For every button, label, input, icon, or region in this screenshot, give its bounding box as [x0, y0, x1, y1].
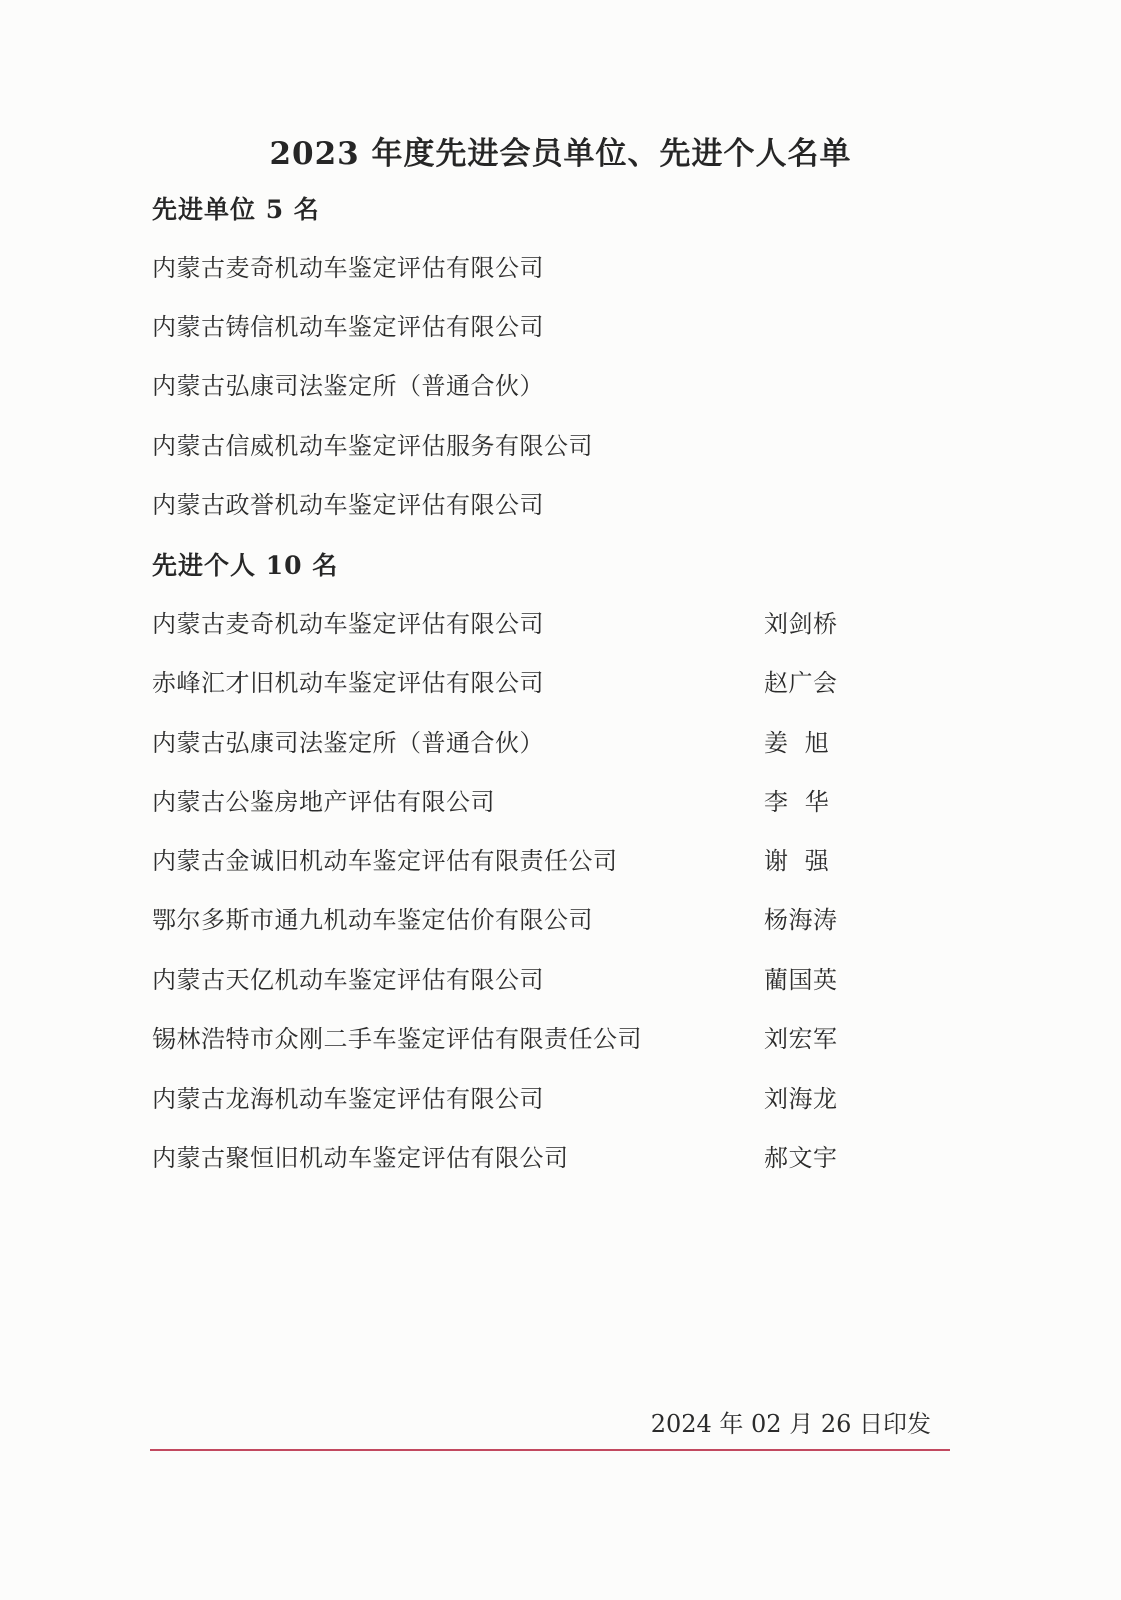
unit-row	[152, 487, 852, 523]
individual-name: 藺国英	[764, 966, 838, 994]
individual-name: 赵广会	[764, 669, 838, 697]
unit-name: 内蒙古信威机动车鉴定评估服务有限公司	[152, 432, 593, 460]
individual-org: 内蒙古金诚旧机动车鉴定评估有限责任公司	[152, 847, 618, 875]
individual-row	[152, 843, 852, 879]
individual-org: 鄂尔多斯市通九机动车鉴定估价有限公司	[152, 906, 593, 934]
individual-row	[152, 725, 852, 761]
individual-org: 内蒙古公鉴房地产评估有限公司	[152, 788, 495, 816]
individual-org: 内蒙古龙海机动车鉴定评估有限公司	[152, 1085, 544, 1113]
unit-name: 内蒙古弘康司法鉴定所（普通合伙）	[152, 372, 544, 400]
page-title: 2023 年度先进会员单位、先进个人名单	[269, 136, 852, 172]
unit-name: 内蒙古麦奇机动车鉴定评估有限公司	[152, 254, 544, 282]
unit-row	[152, 309, 852, 345]
individual-name: 李 华	[764, 788, 830, 816]
advanced-units-heading: 先进单位 5 名	[152, 195, 320, 224]
individual-name: 刘海龙	[764, 1085, 838, 1113]
individual-name: 杨海涛	[764, 906, 838, 934]
individual-org: 内蒙古麦奇机动车鉴定评估有限公司	[152, 610, 544, 638]
unit-name: 内蒙古铸信机动车鉴定评估有限公司	[152, 313, 544, 341]
unit-row	[152, 428, 852, 464]
individual-org: 内蒙古弘康司法鉴定所（普通合伙）	[152, 729, 544, 757]
individual-row	[152, 1140, 852, 1176]
unit-name: 内蒙古政誉机动车鉴定评估有限公司	[152, 491, 544, 519]
individual-row	[152, 606, 852, 642]
unit-row	[152, 368, 852, 404]
unit-row	[152, 250, 852, 286]
individual-org: 赤峰汇才旧机动车鉴定评估有限公司	[152, 669, 544, 697]
footer-divider	[150, 1449, 950, 1451]
individual-name: 谢 强	[764, 847, 830, 875]
individual-org: 锡林浩特市众刚二手车鉴定评估有限责任公司	[152, 1025, 642, 1053]
individual-name: 姜 旭	[764, 729, 830, 757]
individual-name: 刘剑桥	[764, 610, 838, 638]
individual-row	[152, 665, 852, 701]
advanced-individuals-heading: 先进个人 10 名	[152, 551, 339, 580]
individual-org: 内蒙古天亿机动车鉴定评估有限公司	[152, 966, 544, 994]
individual-name: 刘宏军	[764, 1025, 838, 1053]
issue-date: 2024 年 02 月 26 日印发	[650, 1410, 931, 1438]
individual-name: 郝文宇	[764, 1144, 838, 1172]
individual-row	[152, 962, 852, 998]
individual-row	[152, 1021, 852, 1057]
individual-row	[152, 784, 852, 820]
individual-row	[152, 902, 852, 938]
individual-row	[152, 1081, 852, 1117]
individual-org: 内蒙古聚恒旧机动车鉴定评估有限公司	[152, 1144, 569, 1172]
